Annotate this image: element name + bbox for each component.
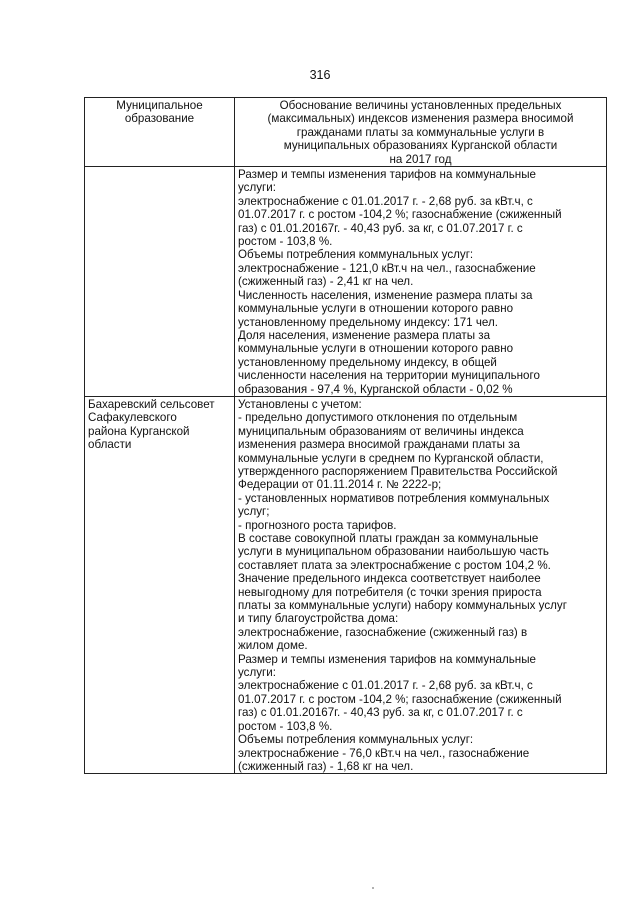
text-line: изменения размера вносимой гражданами платы за <box>238 438 520 452</box>
municipality-name-line: области <box>88 438 132 452</box>
text-line: 01.07.2017 г. с ростом -104,2 %; газоснабжение (сжиженный <box>238 692 562 706</box>
text-line: электроснабжение - 76,0 кВт.ч на чел., газоснабжение <box>238 746 530 760</box>
text-line: услуг; <box>238 505 270 519</box>
text-line: коммунальные услуги в отношении которого равно <box>238 342 514 356</box>
text-line: муниципальным образованиям от величины индекса <box>238 424 524 438</box>
municipality-name-line: района Курганской <box>88 424 190 438</box>
text-line: ростом - 103,8 %. <box>238 719 333 733</box>
text-line: Численность населения, изменение размера платы за <box>238 288 533 302</box>
text-line: численности населения на территории муниципального <box>238 369 540 383</box>
text-line: установленному предельному индексу, в общей <box>238 355 497 369</box>
table-row <box>85 167 607 397</box>
text-line: В составе совокупной платы граждан за коммунальные <box>238 532 539 545</box>
text-line: услуги: <box>238 181 276 195</box>
text-line: коммунальные услуги в среднем по Курганской области, <box>238 451 544 465</box>
justification-cell <box>235 396 607 773</box>
text-line: услуги: <box>238 666 276 680</box>
text-line: Размер и темпы изменения тарифов на коммунальные <box>238 168 536 182</box>
text-line: установленному предельному индексу: 171 чел. <box>238 315 498 329</box>
text-line: образования - 97,4 %, Курганской области - 0,02 % <box>238 382 513 396</box>
text-line: Значение предельного индекса соответствует наиболее <box>238 572 541 586</box>
text-line: электроснабжение с 01.01.2017 г. - 2,68 руб. за кВт.ч, с <box>238 194 533 208</box>
text-line: Размер и темпы изменения тарифов на коммунальные <box>238 652 536 666</box>
municipality-cell <box>85 396 235 773</box>
text-line: Установлены с учетом: <box>238 397 362 411</box>
text-line: - установленных нормативов потребления коммунальных <box>238 491 550 505</box>
text-line: газ) с 01.01.20167г. - 40,43 руб. за кг, с 01.07.2017 г. с <box>238 221 523 235</box>
text-line: (сжиженный газ) - 2,41 кг на чел. <box>238 275 414 289</box>
municipality-cell <box>85 167 235 397</box>
header-municipality-line: Муниципальное <box>116 99 203 112</box>
municipality-name-line: Бахаревский сельсовет <box>88 397 215 411</box>
justification-cell <box>235 167 607 397</box>
text-line: Федерации от 01.11.2014 г. № 2222-р; <box>238 478 442 492</box>
text-line: ростом - 103,8 %. <box>238 235 333 249</box>
text-line: электроснабжение - 121,0 кВт.ч на чел., газоснабжение <box>238 261 536 275</box>
text-line: Объемы потребления коммунальных услуг: <box>238 248 474 262</box>
header-justification-line: гражданами платы за коммунальные услуги в <box>296 125 545 139</box>
text-line: - предельно допустимого отклонения по отдельным <box>238 411 518 425</box>
header-municipality <box>85 98 235 167</box>
header-justification-line: (максимальных) индексов изменения размера вносимой <box>267 112 574 126</box>
text-line: платы за коммунальные услуги) набору коммунальных услуг <box>238 599 567 613</box>
text-line: электроснабжение с 01.01.2017 г. - 2,68 руб. за кВт.ч, с <box>238 679 533 693</box>
text-line: невыгодному для потребителя (с точки зрения прироста <box>238 585 542 599</box>
header-municipality-line: образование <box>124 112 195 126</box>
scan-speck <box>372 887 374 889</box>
header-justification-line: Обоснование величины установленных предельных <box>279 99 562 112</box>
text-line: услуги в муниципальном образовании наибольшую часть <box>238 545 549 559</box>
justification-table <box>84 97 607 774</box>
header-justification-line: на 2017 год <box>389 152 452 166</box>
municipality-name-line: Сафакулевского <box>88 411 177 425</box>
text-line: электроснабжение, газоснабжение (сжиженный газ) в <box>238 625 528 639</box>
page-number: 316 <box>309 68 331 82</box>
header-justification <box>235 98 607 167</box>
text-line: Объемы потребления коммунальных услуг: <box>238 733 474 747</box>
text-line: газ) с 01.01.20167г. - 40,43 руб. за кг, с 01.07.2017 г. с <box>238 706 523 720</box>
table-row <box>85 396 607 773</box>
table-header-row <box>85 98 607 167</box>
header-justification-line: муниципальных образованиях Курганской области <box>283 139 558 153</box>
text-line: 01.07.2017 г. с ростом -104,2 %; газоснабжение (сжиженный <box>238 208 562 222</box>
text-line: составляет плата за электроснабжение с ростом 104,2 %. <box>238 558 551 572</box>
text-line: жилом доме. <box>238 639 308 653</box>
text-line: - прогнозного роста тарифов. <box>238 518 397 532</box>
text-line: утвержденного распоряжением Правительства Российской <box>238 464 558 478</box>
text-line: Доля населения, изменение размера платы за <box>238 328 491 342</box>
text-line: и типу благоустройства дома: <box>238 612 399 626</box>
text-line: коммунальные услуги в отношении которого равно <box>238 302 514 316</box>
text-line: (сжиженный газ) - 1,68 кг на чел. <box>238 759 414 773</box>
